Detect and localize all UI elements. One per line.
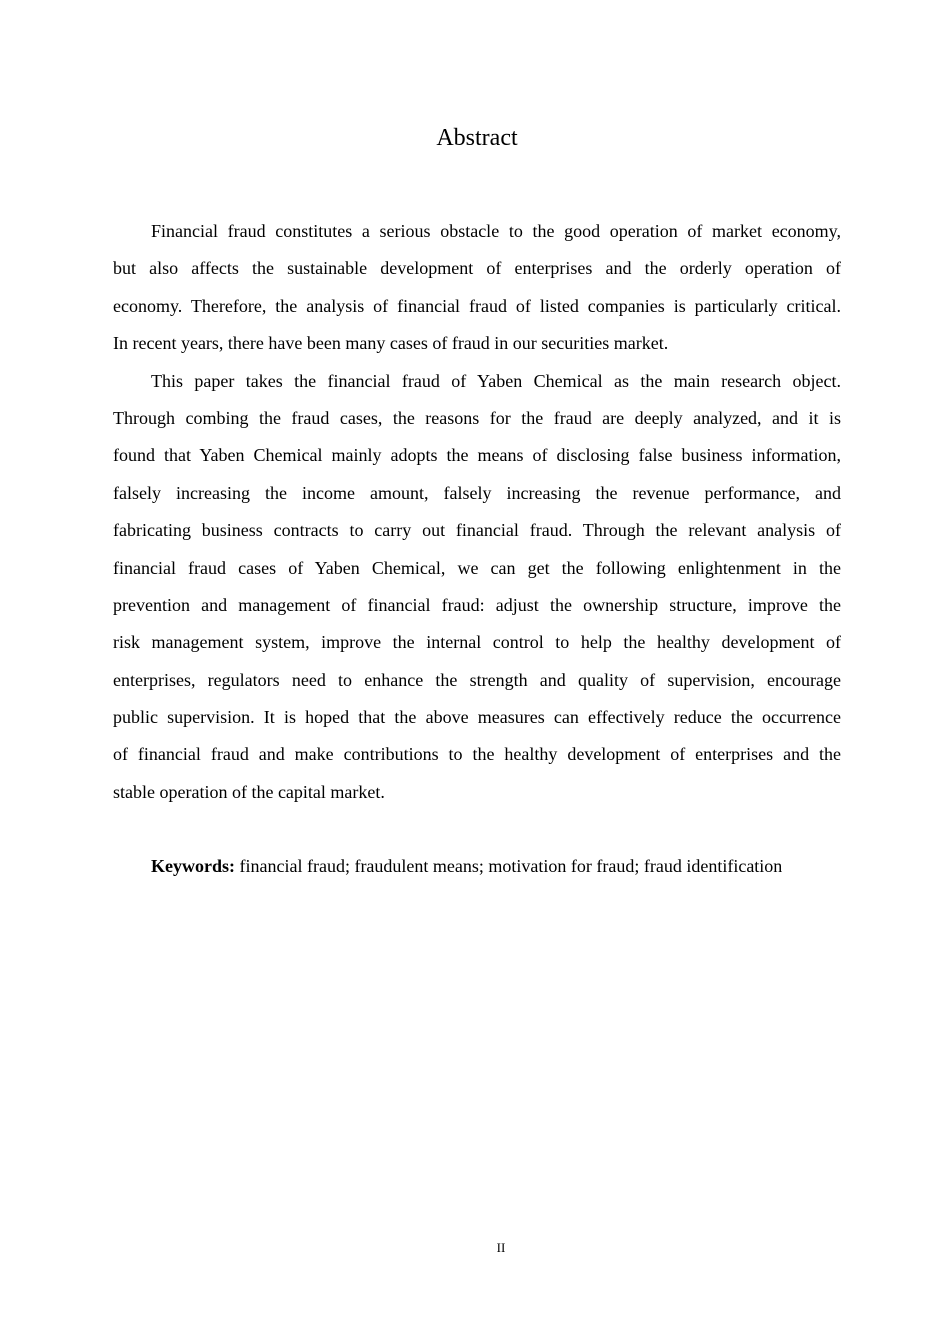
text-line: This paper takes the financial fraud of Yaben Chemical as the main research object. [151,370,841,391]
text-line: falsely increasing the income amount, falsely increasing the revenue performance, and [113,482,841,503]
text-line: Through combing the fraud cases, the reasons for the fraud are deeply analyzed, and it is [113,407,841,428]
text-line: financial fraud cases of Yaben Chemical, we can get the following enlightenment in the [113,557,841,578]
text-line: enterprises, regulators need to enhance the strength and quality of supervision, encourage [113,669,841,690]
text-line: found that Yaben Chemical mainly adopts the means of disclosing false business information, [113,445,841,466]
text-line: Financial fraud constitutes a serious obstacle to the good operation of market economy, [151,221,841,241]
text-line: fabricating business contracts to carry out financial fraud. Through the relevant analysis of [113,520,841,541]
text-line: stable operation of the capital market. [113,781,385,802]
page-title: Abstract [436,125,518,151]
paragraph-2 [113,363,841,812]
paragraph-1 [113,213,841,363]
text-line: In recent years, there have been many cases of fraud in our securities market. [113,333,669,354]
keywords-text: financial fraud; fraudulent means; motivation for fraud; fraud identification [235,856,783,876]
text-line: public supervision. It is hoped that the above measures can effectively reduce the occurrence [113,707,841,728]
text-line: risk management system, improve the internal control to help the healthy development of [113,632,841,653]
text-line: economy. Therefore, the analysis of financial fraud of listed companies is particularly critical. [113,295,841,316]
page-number: II [496,1240,506,1255]
keywords [151,848,782,885]
text-line: but also affects the sustainable development of enterprises and the orderly operation of [113,258,841,279]
abstract-body [113,213,841,811]
text-line: prevention and management of financial fraud: adjust the ownership structure, improve the [113,594,841,615]
text-line: of financial fraud and make contributions to the healthy development of enterprises and the [113,744,841,765]
keywords-label: Keywords: [151,856,235,876]
